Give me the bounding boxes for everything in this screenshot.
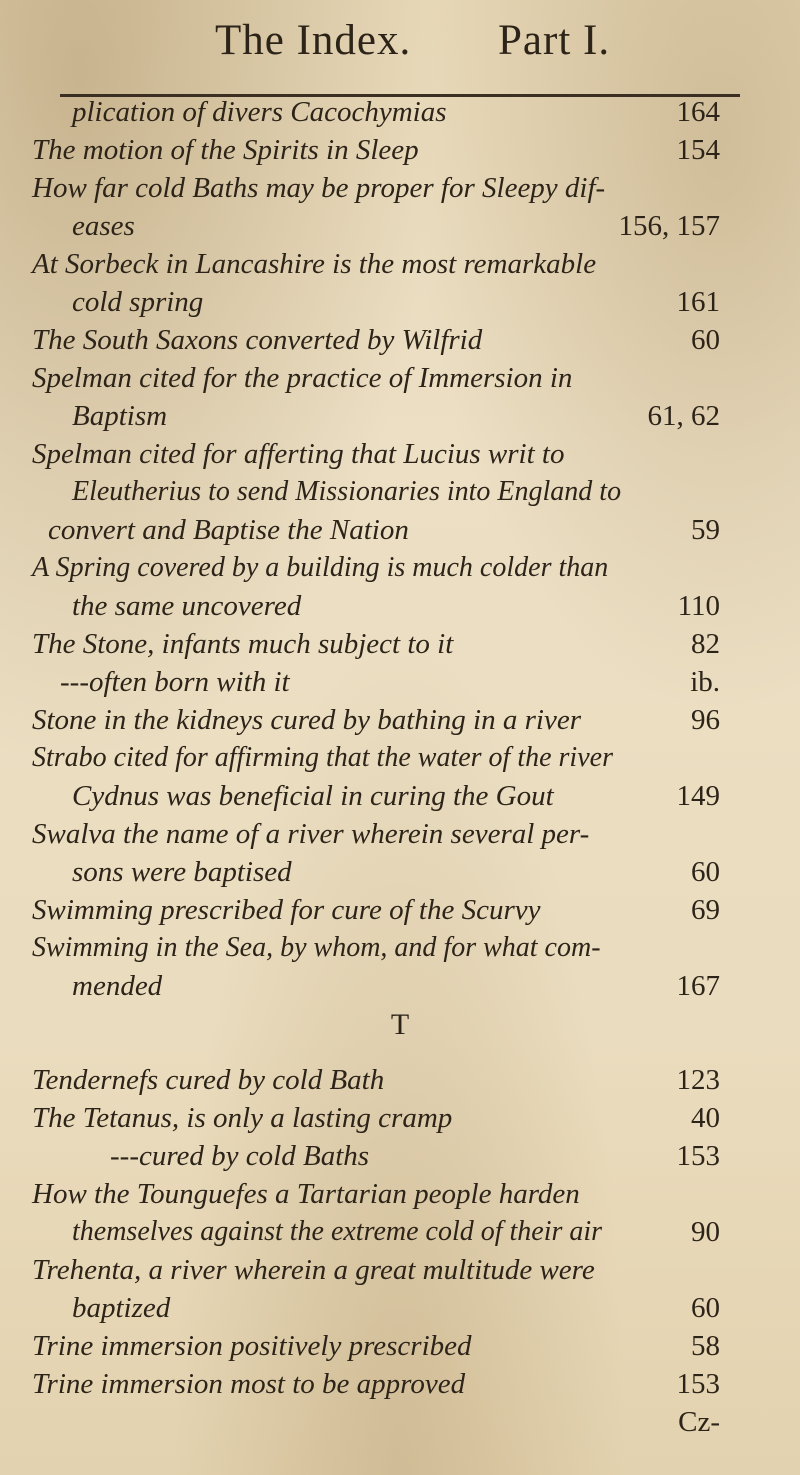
entry-text: Swalva the name of a river wherein several per- — [32, 818, 590, 850]
entry-text: At Sorbeck in Lancashire is the most remarkable — [32, 248, 597, 280]
entry-text: mended — [72, 970, 163, 1002]
entry-text: A Spring covered by a building is much colder than — [32, 552, 609, 583]
entry-text: Stone in the kidneys cured by bathing in a river — [32, 704, 581, 736]
entry-text: Tendernefs cured by cold Bath — [32, 1064, 385, 1096]
section-letter: T — [390, 1008, 410, 1041]
entry-page: 90 — [691, 1216, 720, 1248]
entry-page: ib. — [690, 666, 720, 698]
index-line — [0, 96, 800, 136]
entry-text: baptized — [72, 1292, 171, 1324]
entry-text: Baptism — [72, 400, 168, 432]
entry-text: Swimming in the Sea, by whom, and for what com- — [32, 932, 601, 963]
entry-page: 58 — [691, 1330, 720, 1362]
entry-page: 164 — [676, 96, 720, 128]
entry-page: 154 — [676, 134, 720, 166]
entry-text: convert and Baptise the Nation — [48, 514, 409, 546]
entry-page: 161 — [676, 286, 720, 318]
entry-page: 82 — [691, 628, 720, 660]
entry-text: The motion of the Spirits in Sleep — [32, 134, 419, 166]
entry-text: Spelman cited for afferting that Lucius writ to — [32, 438, 565, 470]
entry-text: eases — [72, 210, 135, 242]
entry-text: The South Saxons converted by Wilfrid — [32, 324, 483, 356]
entry-text: The Stone, infants much subject to it — [32, 628, 454, 660]
entry-text: Trine immersion most to be approved — [32, 1368, 466, 1400]
entry-page: 110 — [677, 590, 720, 622]
entry-text: plication of divers Cacochymias — [72, 96, 447, 128]
entry-text: How the Tounguefes a Tartarian people harden — [32, 1178, 580, 1210]
entry-text: ---often born with it — [60, 666, 290, 698]
entry-page: 69 — [691, 894, 720, 926]
entry-page: 60 — [691, 1292, 720, 1324]
entry-text: ---cured by cold Baths — [110, 1140, 370, 1172]
entry-text: sons were baptised — [72, 856, 292, 888]
part-label: Part I. — [498, 17, 611, 64]
entry-text: Trehenta, a river wherein a great multitude were — [32, 1254, 595, 1286]
entry-page: 61, 62 — [647, 400, 720, 432]
entry-page: 153 — [676, 1140, 720, 1172]
entry-page: 153 — [676, 1368, 720, 1400]
entry-text: Swimming prescribed for cure of the Scurvy — [32, 894, 541, 926]
entry-text: Trine immersion positively prescribed — [32, 1330, 472, 1362]
entry-text: Cydnus was beneficial in curing the Gout — [72, 780, 554, 812]
entry-page: 156, 157 — [618, 210, 720, 242]
entry-text: How far cold Baths may be proper for Sleepy dif- — [32, 172, 606, 204]
page-header — [0, 8, 800, 88]
catchword: Cz- — [678, 1406, 720, 1438]
entry-text: Strabo cited for affirming that the water of the river — [32, 742, 613, 773]
entry-text: themselves against the extreme cold of their air — [72, 1216, 603, 1247]
entry-text: The Tetanus, is only a lasting cramp — [32, 1102, 453, 1134]
entry-page: 96 — [691, 704, 720, 736]
entry-text: the same uncovered — [72, 590, 302, 622]
entry-text: cold spring — [72, 286, 204, 318]
entry-page: 60 — [691, 856, 720, 888]
running-title: The Index. — [215, 17, 412, 64]
entry-page: 167 — [676, 970, 720, 1002]
entry-text: Eleutherius to send Missionaries into England to — [72, 476, 622, 507]
entry-page: 40 — [691, 1102, 720, 1134]
entry-text: Spelman cited for the practice of Immersion in — [32, 362, 573, 394]
entry-page: 60 — [691, 324, 720, 356]
entry-page: 149 — [676, 780, 720, 812]
entry-page: 123 — [676, 1064, 720, 1096]
entry-page: 59 — [691, 514, 720, 546]
